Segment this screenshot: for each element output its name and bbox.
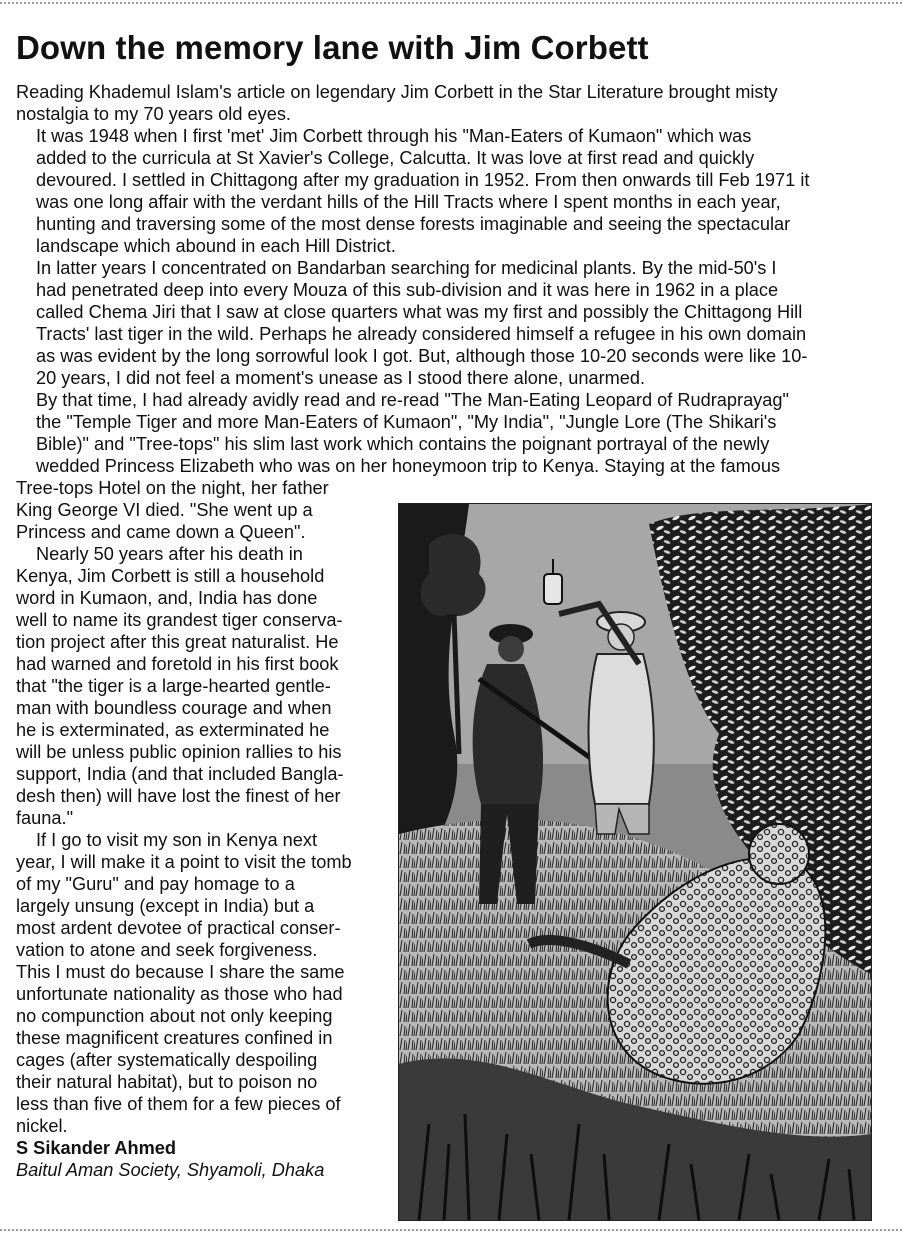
article-title: Down the memory lane with Jim Corbett [16,29,649,66]
author-name: S Sikander Ahmed [16,1138,177,1158]
paragraph-3: In latter years I concentrated on Bandarban searching for medicinal plants. By the mid-50's I had penetrated deep into every Mouza of this sub-division and it was here in 1962 in a place called Chema Jiri that I saw at close quarters what was my first and possibly the Chittagong Hill Tracts' last tiger in the wild. Perhaps he already considered himself a refugee in his own domain as was evident by the long sorrowful look I got. But, although those 10-20 seconds were like 10- 20 years, I did not feel a moment's unease as I stood there alone, unarmed. [36,258,808,388]
small-tree-canopy [421,534,486,616]
author-location: Baitul Aman Society, Shyamoli, Dhaka [16,1160,325,1180]
paragraph-1: Reading Khademul Islam's article on legendary Jim Corbett in the Star Literature brought misty nostalgia to my 70 years old eyes. [16,82,778,124]
illustration-svg [399,504,871,1220]
bottom-dotted-rule [0,1229,902,1231]
paragraph-6: If I go to visit my son in Kenya next year, I will make it a point to visit the tomb of my "Guru" and pay homage to a largely unsung (except in India) but a most ardent devotee of practical conser- vation to atone and seek forgiveness. This I must do because I share the same unfortunate nationality as those who had no compunction about not only keeping these magnificent creatures confined in cages (after systematically despoiling their natural habitat), but to poison no less than five of them for a few pieces of nickel. [16,830,352,1136]
paragraph-2: It was 1948 when I first 'met' Jim Corbett through his "Man-Eaters of Kumaon" which was added to the curricula at St Xavier's College, Calcutta. It was love at first read and quickly devoured. I settled in Chittagong after my graduation in 1952. From then onwards till Feb 1971 it was one long affair with the verdant hills of the Hill Tracts where I spent months in each year, hunting and traversing some of the most dense forests imaginable and seeing the spectacular landscape which abound in each Hill District. [36,126,810,256]
paragraph-4: By that time, I had already avidly read and re-read "The Man-Eating Leopard of Rudraprayag" the "Temple Tiger and more Man-Eaters of Kumaon", "My India", "Jungle Lore (The Shikari's Bible)" and "Tree-tops" his slim last work which contains the poignant portrayal of the newly wedded Princess Elizabeth who was on her honeymoon trip to Kenya. Staying at the famous Tree-tops Hotel on the night, her father King George VI died. "She went up a Princess and came down a Queen". [16,390,789,542]
illustration-hunters-and-leopard [398,503,872,1221]
paragraph-5: Nearly 50 years after his death in Kenya, Jim Corbett is still a household word in Kumaon, and, India has done well to name its grandest tiger conserva- tion project after this great naturalist. He had warned and foretold in his first book that "the tiger is a large-hearted gentle- man with boundless courage and when he is exterminated, as exterminated he will be unless public opinion rallies to his support, India (and that included Bangla- desh then) will have lost the finest of her fauna." [16,544,344,828]
top-dotted-rule [0,2,902,4]
